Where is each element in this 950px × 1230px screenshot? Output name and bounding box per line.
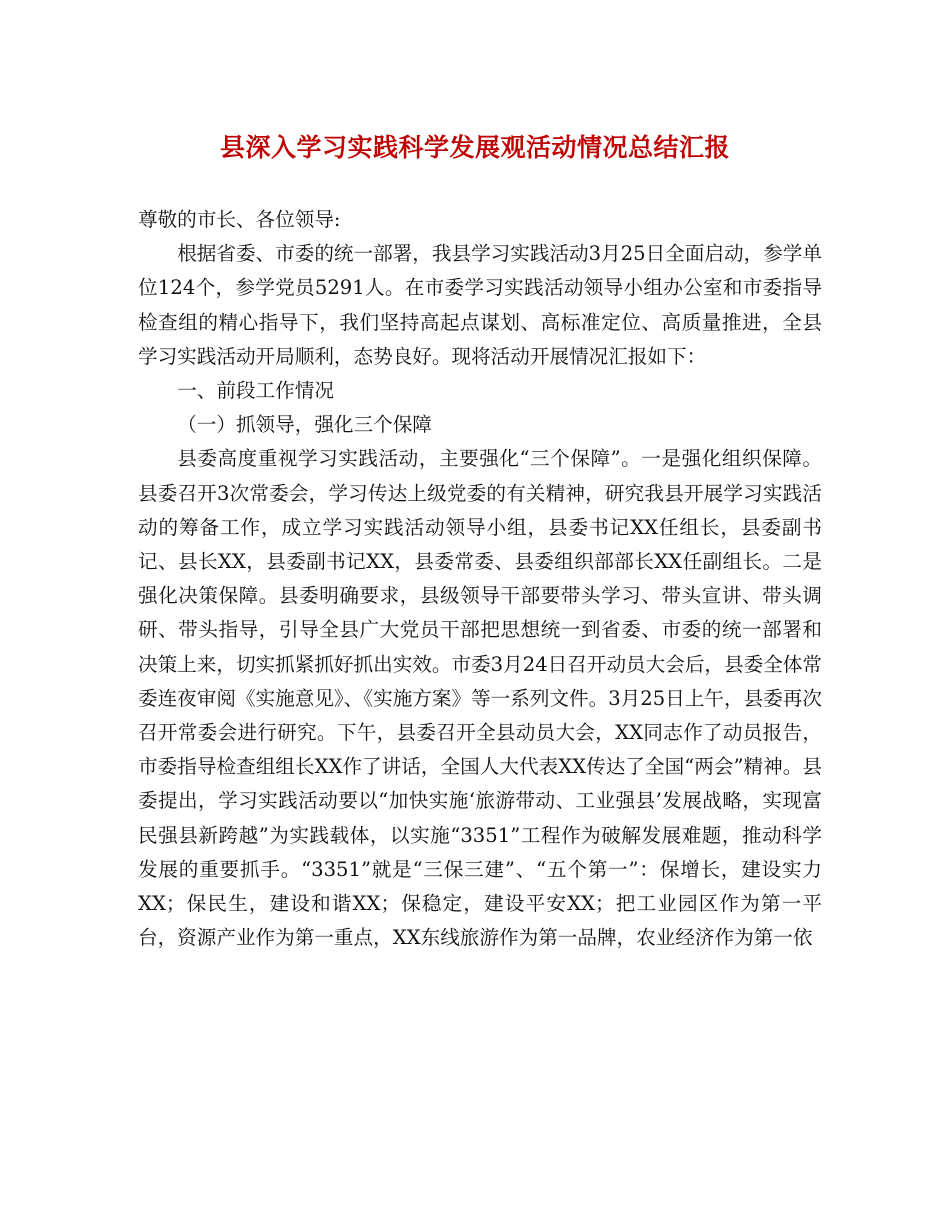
paragraph-body: 县委高度重视学习实践活动，主要强化“三个保障”。一是强化组织保障。县委召开3次常委会，学习传达上级党委的有关精神，研究我县开展学习实践活动的筹备工作，成立学习实践活动领导小组，县委书记XX任组长，县委副书记、县长XX，县委副书记XX，县委常委、县委组织部部长XX任副组长。二是强化决策保障。县委明确要求，县级领导干部要带头学习、带头宣讲、带头调研、带头指导，引导全县广大党员干部把思想统一到省委、市委的统一部署和决策上来，切实抓紧抓好抓出实效。市委3月24日召开动员大会后，县委全体常委连夜审阅《实施意见》、《实施方案》等一系列文件。3月25日上午，县委再次召开常委会进行研究。下午，县委召开全县动员大会，XX同志作了动员报告，市委指导检查组组长XX作了讲话，全国人大代表XX传达了全国“两会”精神。县委提出，学习实践活动要以“加快实施‘旅游带动、工业强县’发展战略，实现富民强县新跨越”为实践载体，以实施“3351”工程作为破解发展难题，推动科学发展的重要抓手。“3351”就是“三保三建”、“五个第一”：保增长，建设实力XX；保民生，建设和谐XX；保稳定，建设平安XX；把工业园区作为第一平台，资源产业作为第一重点，XX东线旅游作为第一品牌，农业经济作为第一依 [138,447,822,950]
subsection-heading: （一）抓领导，强化三个保障 [177,413,432,437]
document-body [138,203,822,955]
section-heading: 一、前段工作情况 [177,379,334,403]
document-title: 县深入学习实践科学发展观活动情况总结汇报 [219,133,730,162]
paragraph-intro: 根据省委、市委的统一部署，我县学习实践活动3月25日全面启动，参学单位124个，参学党员5291人。在市委学习实践活动领导小组办公室和市委指导检查组的精心指导下，我们坚持高起点谋划、高标准定位、高质量推进，全县学习实践活动开局顺利，态势良好。现将活动开展情况汇报如下： [138,242,822,368]
salutation: 尊敬的市长、各位领导: [138,208,341,231]
